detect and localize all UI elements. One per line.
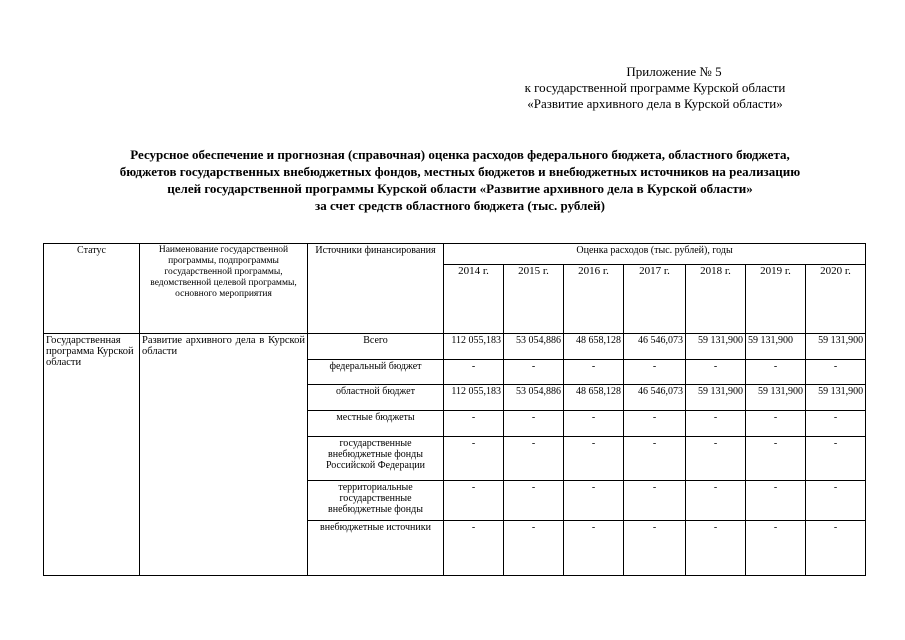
status-cell: Государственная программа Курской области [44, 334, 140, 576]
title-line-3: целей государственной программы Курской области «Развитие архивного дела в Курской области» [167, 181, 753, 196]
value-cell: 59 131,900 [686, 385, 746, 411]
value-cell: - [806, 481, 866, 521]
appendix-program-ref: к государственной программе Курской области [524, 80, 786, 95]
value-cell: - [806, 521, 866, 576]
value-cell: - [746, 481, 806, 521]
value-cell: 53 054,886 [504, 385, 564, 411]
value-cell: - [444, 411, 504, 437]
table-row [44, 334, 866, 360]
value-cell: - [686, 436, 746, 480]
header-year: 2017 г. [624, 265, 686, 334]
value-cell: - [806, 359, 866, 385]
value-cell: - [564, 481, 624, 521]
title-line-4: за счет средств областного бюджета (тыс. рублей) [315, 198, 605, 213]
value-cell: 112 055,183 [444, 334, 504, 360]
header-expense-estimate: Оценка расходов (тыс. рублей), годы [444, 244, 866, 265]
source-cell: Всего [308, 334, 444, 360]
source-cell: федеральный бюджет [308, 359, 444, 385]
value-cell: 48 658,128 [564, 334, 624, 360]
value-cell: - [806, 436, 866, 480]
header-program-name: Наименование государственной программы, подпрограммы государственной программы, ведомственной целевой программы, основного мероприятия [140, 244, 308, 334]
value-cell: - [504, 411, 564, 437]
header-year: 2015 г. [504, 265, 564, 334]
value-cell: - [686, 481, 746, 521]
value-cell: - [444, 359, 504, 385]
value-cell: - [686, 411, 746, 437]
value-cell: - [686, 521, 746, 576]
appendix-number: Приложение № 5 [626, 64, 722, 79]
value-cell: - [686, 359, 746, 385]
value-cell: - [444, 436, 504, 480]
value-cell: - [746, 521, 806, 576]
value-cell: - [746, 359, 806, 385]
value-cell: - [746, 411, 806, 437]
value-cell: - [444, 481, 504, 521]
header-year: 2019 г. [746, 265, 806, 334]
value-cell: - [746, 436, 806, 480]
value-cell: - [806, 411, 866, 437]
program-name-cell: Развитие архивного дела в Курской области [140, 334, 308, 576]
header-year: 2014 г. [444, 265, 504, 334]
source-cell: областной бюджет [308, 385, 444, 411]
value-cell: - [504, 521, 564, 576]
value-cell: - [624, 481, 686, 521]
appendix-program-title: «Развитие архивного дела в Курской области» [527, 96, 783, 111]
value-cell: - [504, 359, 564, 385]
value-cell: 46 546,073 [624, 334, 686, 360]
appendix-heading [470, 64, 840, 112]
value-cell: - [624, 359, 686, 385]
value-cell: 59 131,900 [806, 334, 866, 360]
value-cell: - [624, 436, 686, 480]
value-cell: - [564, 411, 624, 437]
title-line-2: бюджетов государственных внебюджетных фондов, местных бюджетов и внебюджетных источников на реализацию [119, 164, 801, 179]
header-year: 2018 г. [686, 265, 746, 334]
value-cell: 46 546,073 [624, 385, 686, 411]
value-cell: - [504, 436, 564, 480]
source-cell: государственные внебюджетные фонды Российской Федерации [308, 436, 444, 480]
source-cell: внебюджетные источники [308, 521, 444, 576]
value-cell: - [624, 411, 686, 437]
value-cell: - [444, 521, 504, 576]
title-line-1: Ресурсное обеспечение и прогнозная (справочная) оценка расходов федерального бюджета, областного бюджета, [130, 147, 790, 162]
value-cell: 48 658,128 [564, 385, 624, 411]
source-cell: местные бюджеты [308, 411, 444, 437]
source-cell: территориальные государственные внебюджетные фонды [308, 481, 444, 521]
resource-table [43, 243, 866, 576]
value-cell: 59 131,900 [746, 385, 806, 411]
value-cell: 53 054,886 [504, 334, 564, 360]
value-cell: 59 131,900 [806, 385, 866, 411]
value-cell: 112 055,183 [444, 385, 504, 411]
value-cell: 59 131,900 [686, 334, 746, 360]
header-year: 2016 г. [564, 265, 624, 334]
value-cell: - [564, 359, 624, 385]
value-cell: - [504, 481, 564, 521]
value-cell: - [624, 521, 686, 576]
header-funding-sources: Источники финансирования [308, 244, 444, 334]
document-title [60, 146, 860, 214]
value-cell: - [564, 521, 624, 576]
header-year: 2020 г. [806, 265, 866, 334]
value-cell: - [564, 436, 624, 480]
header-status: Статус [44, 244, 140, 334]
value-cell: 59 131,900 [746, 334, 806, 360]
